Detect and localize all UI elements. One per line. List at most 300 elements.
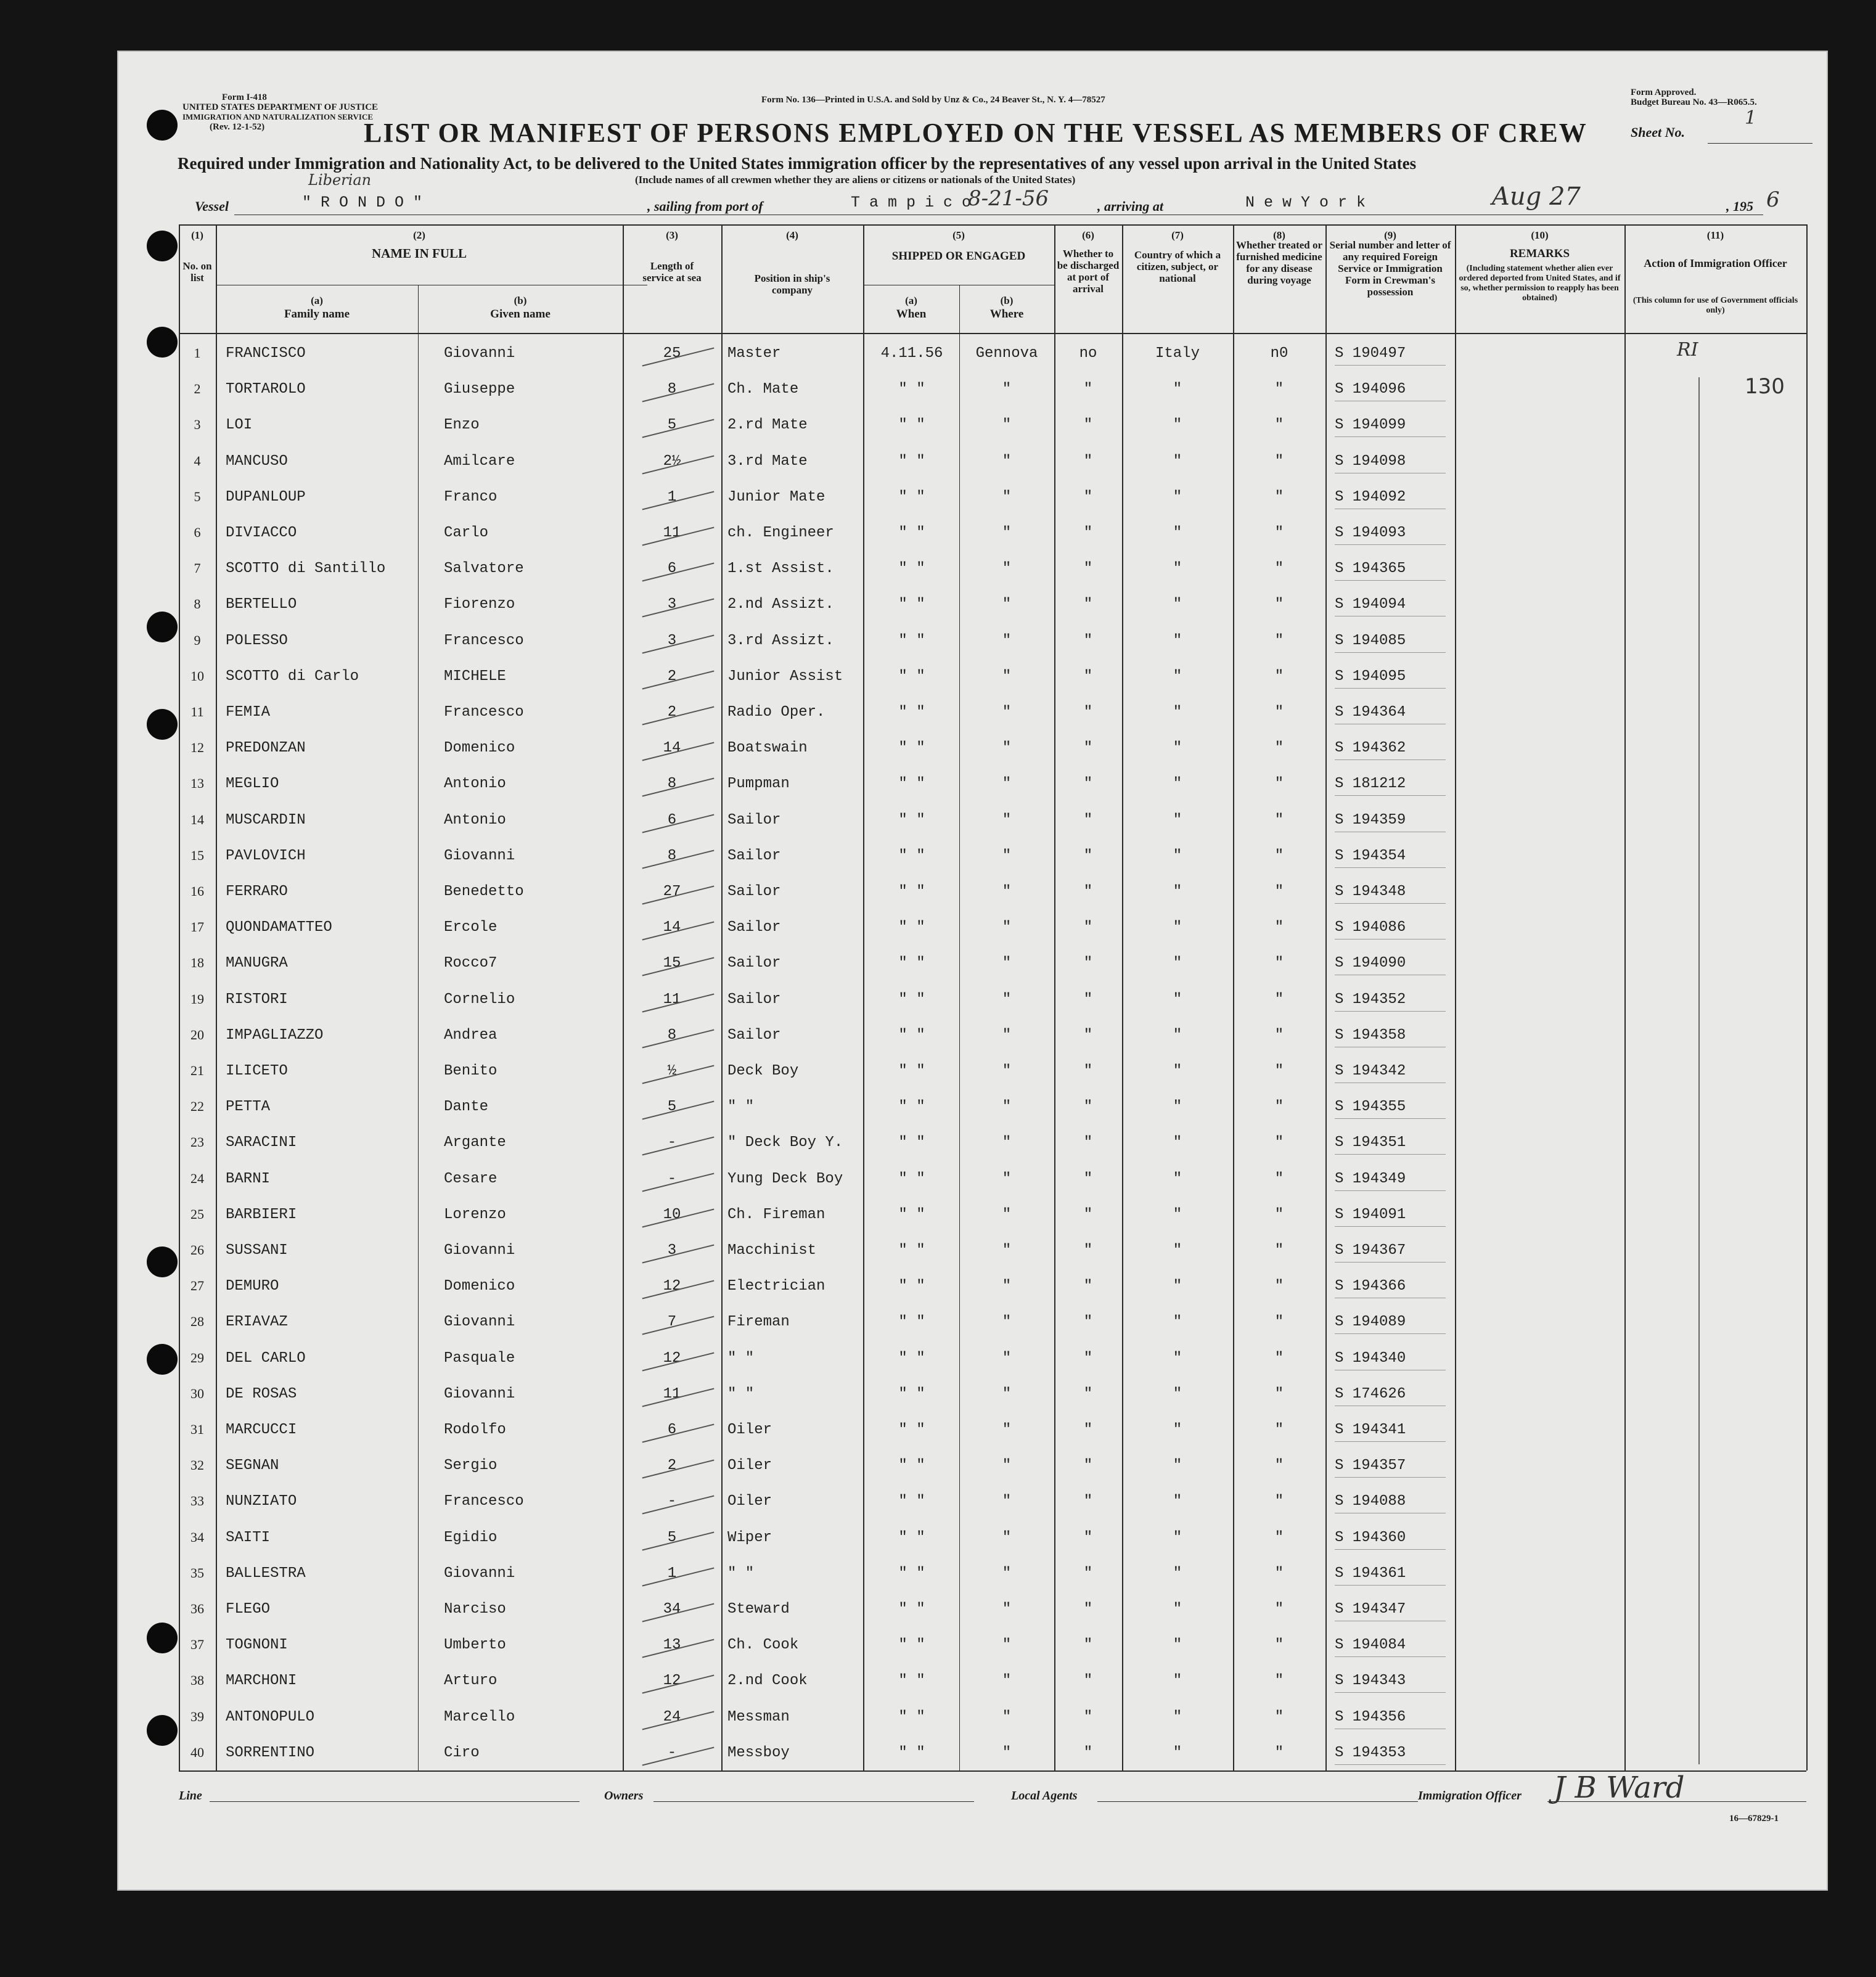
discharged: " <box>1083 1099 1093 1116</box>
serial-number: S 194340 <box>1335 1349 1406 1367</box>
shipped-where: " <box>1002 381 1012 398</box>
discharged: " <box>1083 596 1093 613</box>
shipped-where: " <box>1002 955 1012 972</box>
serial-underline <box>1335 1154 1446 1155</box>
shipped-where: " <box>1002 919 1012 936</box>
given-name: Marcello <box>444 1708 515 1725</box>
given-name: Salvatore <box>444 560 524 578</box>
row-number: 17 <box>190 919 204 935</box>
serial-number: S 194091 <box>1335 1206 1406 1223</box>
shipped-when: " " <box>898 883 925 900</box>
shipped-when: " " <box>898 1206 925 1223</box>
serial-underline <box>1335 1118 1446 1119</box>
row-number: 22 <box>190 1099 204 1115</box>
service-length: - <box>667 1134 677 1152</box>
treated: " <box>1274 1063 1284 1079</box>
country: " <box>1173 955 1182 972</box>
discharged: " <box>1083 1349 1093 1367</box>
family-name: MARCUCCI <box>226 1422 297 1438</box>
col5a-label: When <box>896 308 927 321</box>
position: " " <box>727 1385 755 1402</box>
shipped-when: " " <box>898 417 925 434</box>
table-top-rule <box>179 224 1806 226</box>
family-name: IMPAGLIAZZO <box>226 1026 324 1044</box>
country: " <box>1173 704 1182 721</box>
country: " <box>1173 1026 1182 1044</box>
shipped-where: " <box>1002 1493 1012 1510</box>
service-length: 15 <box>663 955 681 972</box>
country: " <box>1173 452 1182 470</box>
col-rule <box>1325 224 1327 1770</box>
form-revision: (Rev. 12-1-52) <box>210 122 265 132</box>
col-rule <box>1455 224 1456 1770</box>
service-length: 14 <box>663 740 681 757</box>
serial-number: S 174626 <box>1335 1385 1406 1402</box>
position: 2.nd Assizt. <box>727 596 834 613</box>
country: " <box>1173 560 1182 578</box>
service-length: 2 <box>667 1457 677 1475</box>
country: " <box>1173 1457 1182 1475</box>
country: " <box>1173 1708 1182 1725</box>
serial-underline <box>1335 1656 1446 1657</box>
col9-num: (9) <box>1384 229 1396 241</box>
serial-underline <box>1335 1226 1446 1227</box>
shipped-when: " " <box>898 1601 925 1618</box>
serial-number: S 194343 <box>1335 1672 1406 1690</box>
given-name: Cornelio <box>444 991 515 1008</box>
country: " <box>1173 991 1182 1008</box>
country: " <box>1173 1242 1182 1259</box>
service-length: 11 <box>663 991 681 1008</box>
country: " <box>1173 1565 1182 1582</box>
shipped-where: " <box>1002 1206 1012 1223</box>
service-length: 24 <box>663 1708 681 1725</box>
arriving-label: , arriving at <box>1097 199 1163 214</box>
family-name: SUSSANI <box>226 1242 288 1259</box>
serial-number: S 194364 <box>1335 704 1406 721</box>
service-length: 3 <box>667 632 677 649</box>
position: 1.st Assist. <box>727 560 834 578</box>
given-name: Benito <box>444 1063 498 1079</box>
country: " <box>1173 1529 1182 1546</box>
sheet-number: 1 <box>1745 107 1757 129</box>
serial-underline <box>1335 1190 1446 1191</box>
position: Junior Assist <box>727 668 843 685</box>
position: Ch. Mate <box>727 381 799 398</box>
discharged: " <box>1083 1565 1093 1582</box>
shipped-when: " " <box>898 1026 925 1044</box>
row-number: 11 <box>190 704 204 719</box>
serial-underline <box>1335 652 1446 653</box>
sheet-label: Sheet No. <box>1631 125 1685 140</box>
serial-number: S 194362 <box>1335 740 1406 757</box>
position: Sailor <box>727 955 781 972</box>
row-number: 9 <box>194 632 201 648</box>
country: " <box>1173 488 1182 506</box>
position: Electrician <box>727 1278 825 1295</box>
row-number: 16 <box>190 883 204 899</box>
subtitle: Required under Immigration and Nationality Act, to be delivered to the United States immigration officer by the representatives of any vessel upon arrival in the United States <box>178 154 1417 173</box>
shipped-where: " <box>1002 560 1012 578</box>
col7-label: Country of which a citizen, subject, or national <box>1134 249 1221 284</box>
position: 2.rd Mate <box>727 417 808 434</box>
serial-underline <box>1335 1011 1446 1012</box>
serial-underline <box>1335 1764 1446 1765</box>
service-length: 34 <box>663 1601 681 1618</box>
form-id: Form I-418 <box>222 92 267 102</box>
serial-underline <box>1335 1262 1446 1263</box>
country: " <box>1173 417 1182 434</box>
shipped-where: " <box>1002 1601 1012 1618</box>
serial-underline <box>1335 365 1446 366</box>
family-name: DIVIACCO <box>226 525 297 541</box>
service-length: - <box>667 1493 677 1510</box>
family-name: SEGNAN <box>226 1457 279 1475</box>
country: " <box>1173 1385 1182 1402</box>
agency-line-1: UNITED STATES DEPARTMENT OF JUSTICE <box>182 102 379 112</box>
country: " <box>1173 381 1182 398</box>
position: Sailor <box>727 847 781 864</box>
position: 3.rd Assizt. <box>727 632 834 649</box>
shipped-where: " <box>1002 417 1012 434</box>
punch-hole <box>147 1715 178 1746</box>
discharged: " <box>1083 1708 1093 1725</box>
shipped-where: " <box>1002 1637 1012 1654</box>
treated: " <box>1274 1278 1284 1295</box>
given-name: Francesco <box>444 632 524 649</box>
action-bracket-line <box>1698 377 1700 1764</box>
treated: " <box>1274 1242 1284 1259</box>
shipped-when: " " <box>898 1134 925 1152</box>
discharged: " <box>1083 1601 1093 1618</box>
col7-num: (7) <box>1171 229 1184 241</box>
col5a-num: (a) <box>905 295 917 306</box>
family-name: FLEGO <box>226 1601 271 1618</box>
row-number: 33 <box>190 1493 204 1509</box>
position: Messman <box>727 1708 790 1725</box>
header-bottom-rule <box>179 333 1806 334</box>
given-name: Giovanni <box>444 1242 515 1259</box>
discharged: " <box>1083 1170 1093 1187</box>
shipped-where: " <box>1002 776 1012 793</box>
serial-number: S 194096 <box>1335 381 1406 398</box>
serial-number: S 194348 <box>1335 883 1406 900</box>
punch-hole <box>147 327 178 358</box>
country: " <box>1173 1063 1182 1079</box>
service-length: 8 <box>667 776 677 793</box>
family-name: FRANCISCO <box>226 345 306 362</box>
serial-number: S 194342 <box>1335 1063 1406 1079</box>
discharged: " <box>1083 1529 1093 1546</box>
country: " <box>1173 811 1182 829</box>
serial-number: S 194349 <box>1335 1170 1406 1187</box>
discharged: " <box>1083 525 1093 541</box>
vessel-name: " R O N D O " <box>302 194 423 211</box>
treated: " <box>1274 417 1284 434</box>
serial-underline <box>1335 1692 1446 1693</box>
family-name: TOGNONI <box>226 1637 288 1654</box>
service-length: 3 <box>667 596 677 613</box>
position: Wiper <box>727 1529 772 1546</box>
given-name: Giovanni <box>444 847 515 864</box>
row-number: 35 <box>190 1565 204 1581</box>
serial-underline <box>1335 580 1446 581</box>
country: " <box>1173 1278 1182 1295</box>
shipped-when: " " <box>898 847 925 864</box>
shipped-where: " <box>1002 1385 1012 1402</box>
col6-label: Whether to be discharged at port of arrival <box>1057 248 1120 295</box>
family-name: MARCHONI <box>226 1672 297 1690</box>
col3-label: Length of service at sea <box>642 260 702 284</box>
treated: " <box>1274 1493 1284 1510</box>
discharged: " <box>1083 811 1093 829</box>
shipped-when: " " <box>898 811 925 829</box>
col4-label: Position in ship's company <box>754 272 830 296</box>
country: Italy <box>1155 345 1200 362</box>
position: Deck Boy <box>727 1063 799 1079</box>
shipped-when: " " <box>898 1242 925 1259</box>
shipped-when: " " <box>898 596 925 613</box>
arrival-date: Aug 27 <box>1492 182 1581 211</box>
position: Sailor <box>727 811 781 829</box>
given-name: Giovanni <box>444 1314 515 1331</box>
discharged: " <box>1083 740 1093 757</box>
given-name: Lorenzo <box>444 1206 506 1223</box>
family-name: ILICETO <box>226 1063 288 1079</box>
col8-num: (8) <box>1273 229 1285 241</box>
family-name: MANCUSO <box>226 452 288 470</box>
discharged: " <box>1083 560 1093 578</box>
given-name: MICHELE <box>444 668 506 685</box>
service-length: 8 <box>667 381 677 398</box>
family-name: FERRARO <box>226 883 288 900</box>
service-length: ½ <box>667 1063 677 1079</box>
position: 3.rd Mate <box>727 452 808 470</box>
sheet-underline <box>1708 143 1813 144</box>
given-name: Rodolfo <box>444 1422 506 1438</box>
shipped-when: " " <box>898 1457 925 1475</box>
position: Ch. Cook <box>727 1637 799 1654</box>
given-name: Enzo <box>444 417 480 434</box>
country: " <box>1173 1314 1182 1331</box>
family-name: SCOTTO di Carlo <box>226 668 359 685</box>
shipped-where: " <box>1002 704 1012 721</box>
family-name: BERTELLO <box>226 596 297 613</box>
service-length: 5 <box>667 1529 677 1546</box>
agency-line-2: IMMIGRATION AND NATURALIZATION SERVICE <box>182 112 374 121</box>
service-length: 6 <box>667 560 677 578</box>
country: " <box>1173 1422 1182 1438</box>
family-name: TORTAROLO <box>226 381 306 398</box>
page-title: LIST OR MANIFEST OF PERSONS EMPLOYED ON THE VESSEL AS MEMBERS OF CREW <box>364 118 1587 148</box>
country: " <box>1173 1601 1182 1618</box>
position: " Deck Boy Y. <box>727 1134 843 1152</box>
shipped-where: " <box>1002 847 1012 864</box>
row-number: 26 <box>190 1242 204 1258</box>
country: " <box>1173 632 1182 649</box>
given-name: Francesco <box>444 704 524 721</box>
given-name: Arturo <box>444 1672 498 1690</box>
serial-number: S 194094 <box>1335 596 1406 613</box>
shipped-where: " <box>1002 991 1012 1008</box>
col8-label: Whether treated or furnished medicine for any disease during voyage <box>1235 239 1323 286</box>
discharged: " <box>1083 776 1093 793</box>
family-name: DEL CARLO <box>226 1349 306 1367</box>
country: " <box>1173 1744 1182 1761</box>
shipped-when: " " <box>898 1385 925 1402</box>
treated: " <box>1274 1744 1284 1761</box>
treated: " <box>1274 919 1284 936</box>
position: Steward <box>727 1601 790 1618</box>
service-length: 6 <box>667 1422 677 1438</box>
serial-number: S 194356 <box>1335 1708 1406 1725</box>
given-name: Giuseppe <box>444 381 515 398</box>
given-name: Umberto <box>444 1637 506 1654</box>
row-number: 25 <box>190 1206 204 1222</box>
given-name: Giovanni <box>444 345 515 362</box>
local-agents-label: Local Agents <box>1011 1789 1078 1803</box>
discharged: " <box>1083 919 1093 936</box>
col-rule <box>1806 224 1808 1770</box>
shipped-where: " <box>1002 525 1012 541</box>
treated: " <box>1274 668 1284 685</box>
shipped-when: " " <box>898 740 925 757</box>
service-length: 13 <box>663 1637 681 1654</box>
family-name: POLESSO <box>226 632 288 649</box>
col5b-label: Where <box>989 308 1024 321</box>
serial-number: S 194093 <box>1335 525 1406 541</box>
shipped-where: " <box>1002 811 1012 829</box>
row-number: 4 <box>194 452 201 469</box>
shipped-when: " " <box>898 632 925 649</box>
treated: " <box>1274 1529 1284 1546</box>
country: " <box>1173 847 1182 864</box>
serial-underline <box>1335 795 1446 796</box>
family-name: BALLESTRA <box>226 1565 306 1582</box>
position: 2.nd Cook <box>727 1672 808 1690</box>
shipped-when: " " <box>898 991 925 1008</box>
treated: " <box>1274 991 1284 1008</box>
punch-hole <box>147 110 178 141</box>
serial-underline <box>1335 1477 1446 1478</box>
discharged: " <box>1083 1242 1093 1259</box>
row-number: 34 <box>190 1529 204 1545</box>
shipped-where: " <box>1002 1708 1012 1725</box>
col2b-num: (b) <box>514 295 527 306</box>
service-length: 5 <box>667 417 677 434</box>
service-length: 8 <box>667 1026 677 1044</box>
given-name: Giovanni <box>444 1385 515 1402</box>
shipped-when: " " <box>898 525 925 541</box>
row-number: 29 <box>190 1349 204 1365</box>
discharged: " <box>1083 1278 1093 1295</box>
row-number: 1 <box>194 345 201 361</box>
given-name: Francesco <box>444 1493 524 1510</box>
row-number: 21 <box>190 1063 204 1078</box>
discharged: " <box>1083 1637 1093 1654</box>
shipped-where: " <box>1002 1529 1012 1546</box>
discharged: " <box>1083 1314 1093 1331</box>
line-label: Line <box>179 1789 202 1803</box>
shipped-when: " " <box>898 381 925 398</box>
discharged: " <box>1083 1493 1093 1510</box>
shipped-where: " <box>1002 1026 1012 1044</box>
family-name: ANTONOPULO <box>226 1708 315 1725</box>
service-length: 12 <box>663 1349 681 1367</box>
shipped-where: " <box>1002 668 1012 685</box>
shipped-when: " " <box>898 1637 925 1654</box>
treated: " <box>1274 847 1284 864</box>
shipped-where: " <box>1002 1314 1012 1331</box>
position: Pumpman <box>727 776 790 793</box>
service-length: 27 <box>663 883 681 900</box>
treated: " <box>1274 452 1284 470</box>
service-length: 5 <box>667 1099 677 1116</box>
serial-number: S 194361 <box>1335 1565 1406 1582</box>
family-name: LOI <box>226 417 253 434</box>
col10-note: (Including statement whether alien ever ordered deported from United States, and if so, whether permission to reapply has been obtained) <box>1459 264 1621 303</box>
row-number: 10 <box>190 668 204 684</box>
include-note: (Include names of all crewmen whether they are aliens or citizens or nationals of the United States) <box>635 174 1076 186</box>
serial-underline <box>1335 688 1446 689</box>
serial-number: S 194092 <box>1335 488 1406 506</box>
col-rule <box>721 224 723 1770</box>
shipped-where: " <box>1002 1349 1012 1367</box>
serial-number: S 194357 <box>1335 1457 1406 1475</box>
treated: " <box>1274 381 1284 398</box>
country: " <box>1173 1493 1182 1510</box>
discharged: " <box>1083 1385 1093 1402</box>
service-length: 7 <box>667 1314 677 1331</box>
discharged: " <box>1083 704 1093 721</box>
shipped-when: " " <box>898 1063 925 1079</box>
treated: " <box>1274 1385 1284 1402</box>
given-name: Antonio <box>444 776 506 793</box>
row-number: 19 <box>190 991 204 1007</box>
serial-number: S 194088 <box>1335 1493 1406 1510</box>
family-name: QUONDAMATTEO <box>226 919 332 936</box>
serial-number: S 190497 <box>1335 345 1406 362</box>
line-underline <box>210 1801 580 1802</box>
treated: " <box>1274 1601 1284 1618</box>
col11-note: (This column for use of Government officials only) <box>1632 296 1798 315</box>
treated: " <box>1274 1099 1284 1116</box>
service-length: 2 <box>667 704 677 721</box>
row-number: 5 <box>194 488 201 504</box>
service-length: 14 <box>663 919 681 936</box>
service-length: 2½ <box>663 452 681 470</box>
budget-bureau: Budget Bureau No. 43—R065.5. <box>1631 97 1757 107</box>
punch-hole <box>147 1344 178 1375</box>
row-number: 7 <box>194 560 201 576</box>
discharged: " <box>1083 1206 1093 1223</box>
treated: " <box>1274 525 1284 541</box>
col10-num: (10) <box>1531 229 1549 241</box>
country: " <box>1173 919 1182 936</box>
serial-underline <box>1335 759 1446 760</box>
serial-number: S 194086 <box>1335 919 1406 936</box>
discharged: " <box>1083 1134 1093 1152</box>
serial-number: S 194367 <box>1335 1242 1406 1259</box>
family-name: ERIAVAZ <box>226 1314 288 1331</box>
treated: " <box>1274 1170 1284 1187</box>
service-length: 8 <box>667 847 677 864</box>
shipped-where: " <box>1002 1063 1012 1079</box>
shipped-when: " " <box>898 1493 925 1510</box>
family-name: DUPANLOUP <box>226 488 306 506</box>
shipped-where: " <box>1002 1242 1012 1259</box>
vessel-label: Vessel <box>195 199 229 214</box>
